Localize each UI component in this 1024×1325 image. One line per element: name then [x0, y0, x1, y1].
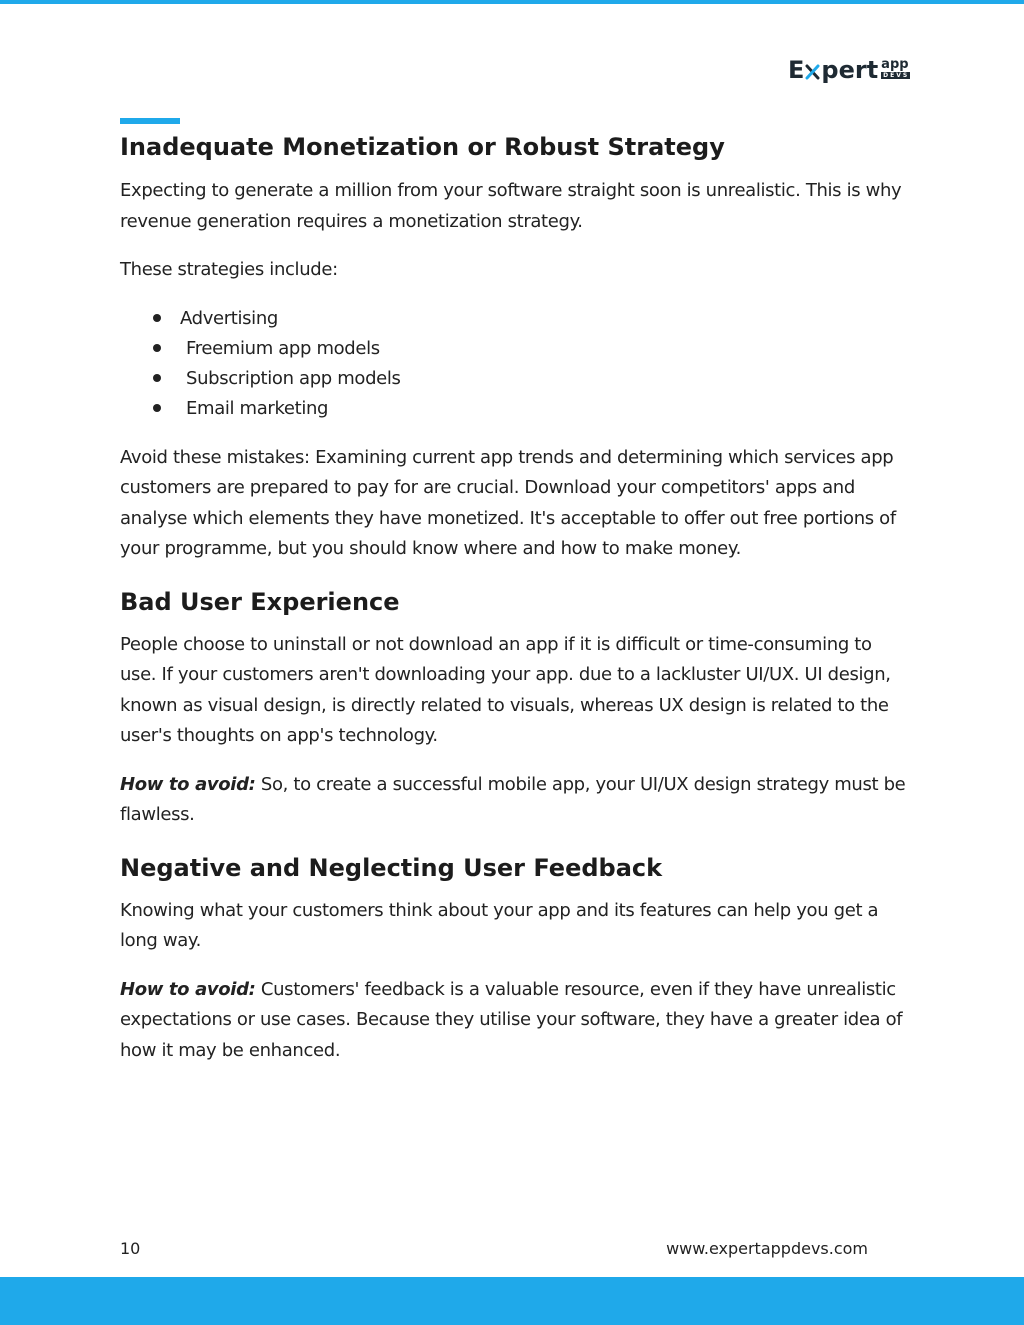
how-to-avoid-text: Customers' feedback is a valuable resource, even if they have unrealistic expectations or use cases. Because they utilise your software, they have a greater idea of how it may be enhanced.	[120, 978, 903, 1061]
strategy-list	[120, 304, 910, 425]
monetization-intro: Expecting to generate a million from your software straight soon is unrealistic. This is why revenue generation requires a monetization strategy.	[120, 180, 902, 232]
list-item-label: Subscription app models	[186, 368, 401, 390]
list-item-label: Freemium app models	[186, 337, 380, 359]
page-content	[120, 128, 910, 1066]
bullet-icon	[153, 314, 161, 322]
list-item-label: Email marketing	[186, 398, 329, 420]
how-to-avoid-label: How to avoid:	[120, 978, 256, 1000]
user-experience-avoid	[120, 770, 910, 831]
bottom-accent-bar	[0, 1277, 1024, 1325]
company-logo	[788, 54, 910, 84]
how-to-avoid-text: So, to create a successful mobile app, your UI/UX design strategy must be flawless.	[120, 773, 906, 826]
page-number: 10	[120, 1239, 141, 1258]
monetization-lead: These strategies include:	[120, 259, 338, 280]
top-accent-bar	[0, 0, 1024, 4]
section-heading-user-feedback: Negative and Neglecting User Feedback	[120, 853, 663, 882]
logo-side-block	[881, 59, 910, 79]
logo-app-text: app	[881, 57, 909, 72]
user-feedback-avoid	[120, 975, 910, 1067]
logo-devs-text: DEVS	[883, 72, 910, 79]
list-item	[120, 394, 910, 424]
list-item	[120, 304, 910, 334]
logo-word-pert: pert	[821, 56, 879, 84]
footer-website-url: www.expertappdevs.com	[666, 1239, 868, 1258]
monetization-closing: Avoid these mistakes: Examining current app trends and determining which services app customers are prepared to pay for are crucial. Download your competitors' apps and analyse which elements they have monetized. It's acceptable to offer out free portions of your programme, but you should know where and how to make money.	[120, 446, 896, 560]
list-item	[120, 364, 910, 394]
list-item	[120, 334, 910, 364]
logo-x-mark-icon	[805, 64, 820, 80]
how-to-avoid-label: How to avoid:	[120, 773, 256, 795]
bullet-icon	[153, 344, 161, 352]
bullet-icon	[153, 374, 161, 382]
section-heading-user-experience: Bad User Experience	[120, 587, 400, 616]
logo-letter-e: E	[788, 56, 805, 84]
bullet-icon	[153, 404, 161, 412]
user-experience-body: People choose to uninstall or not download an app if it is difficult or time-consuming to use. If your customers aren't downloading your app. due to a lackluster UI/UX. UI design, known as visual design, is directly related to visuals, whereas UX design is related to the user's thoughts on app's technology.	[120, 633, 891, 747]
section-heading-monetization: Inadequate Monetization or Robust Strategy	[120, 133, 725, 161]
user-feedback-body: Knowing what your customers think about your app and its features can help you get a long way.	[120, 899, 879, 952]
list-item-label: Advertising	[180, 307, 278, 329]
heading-accent-bar	[120, 118, 180, 124]
